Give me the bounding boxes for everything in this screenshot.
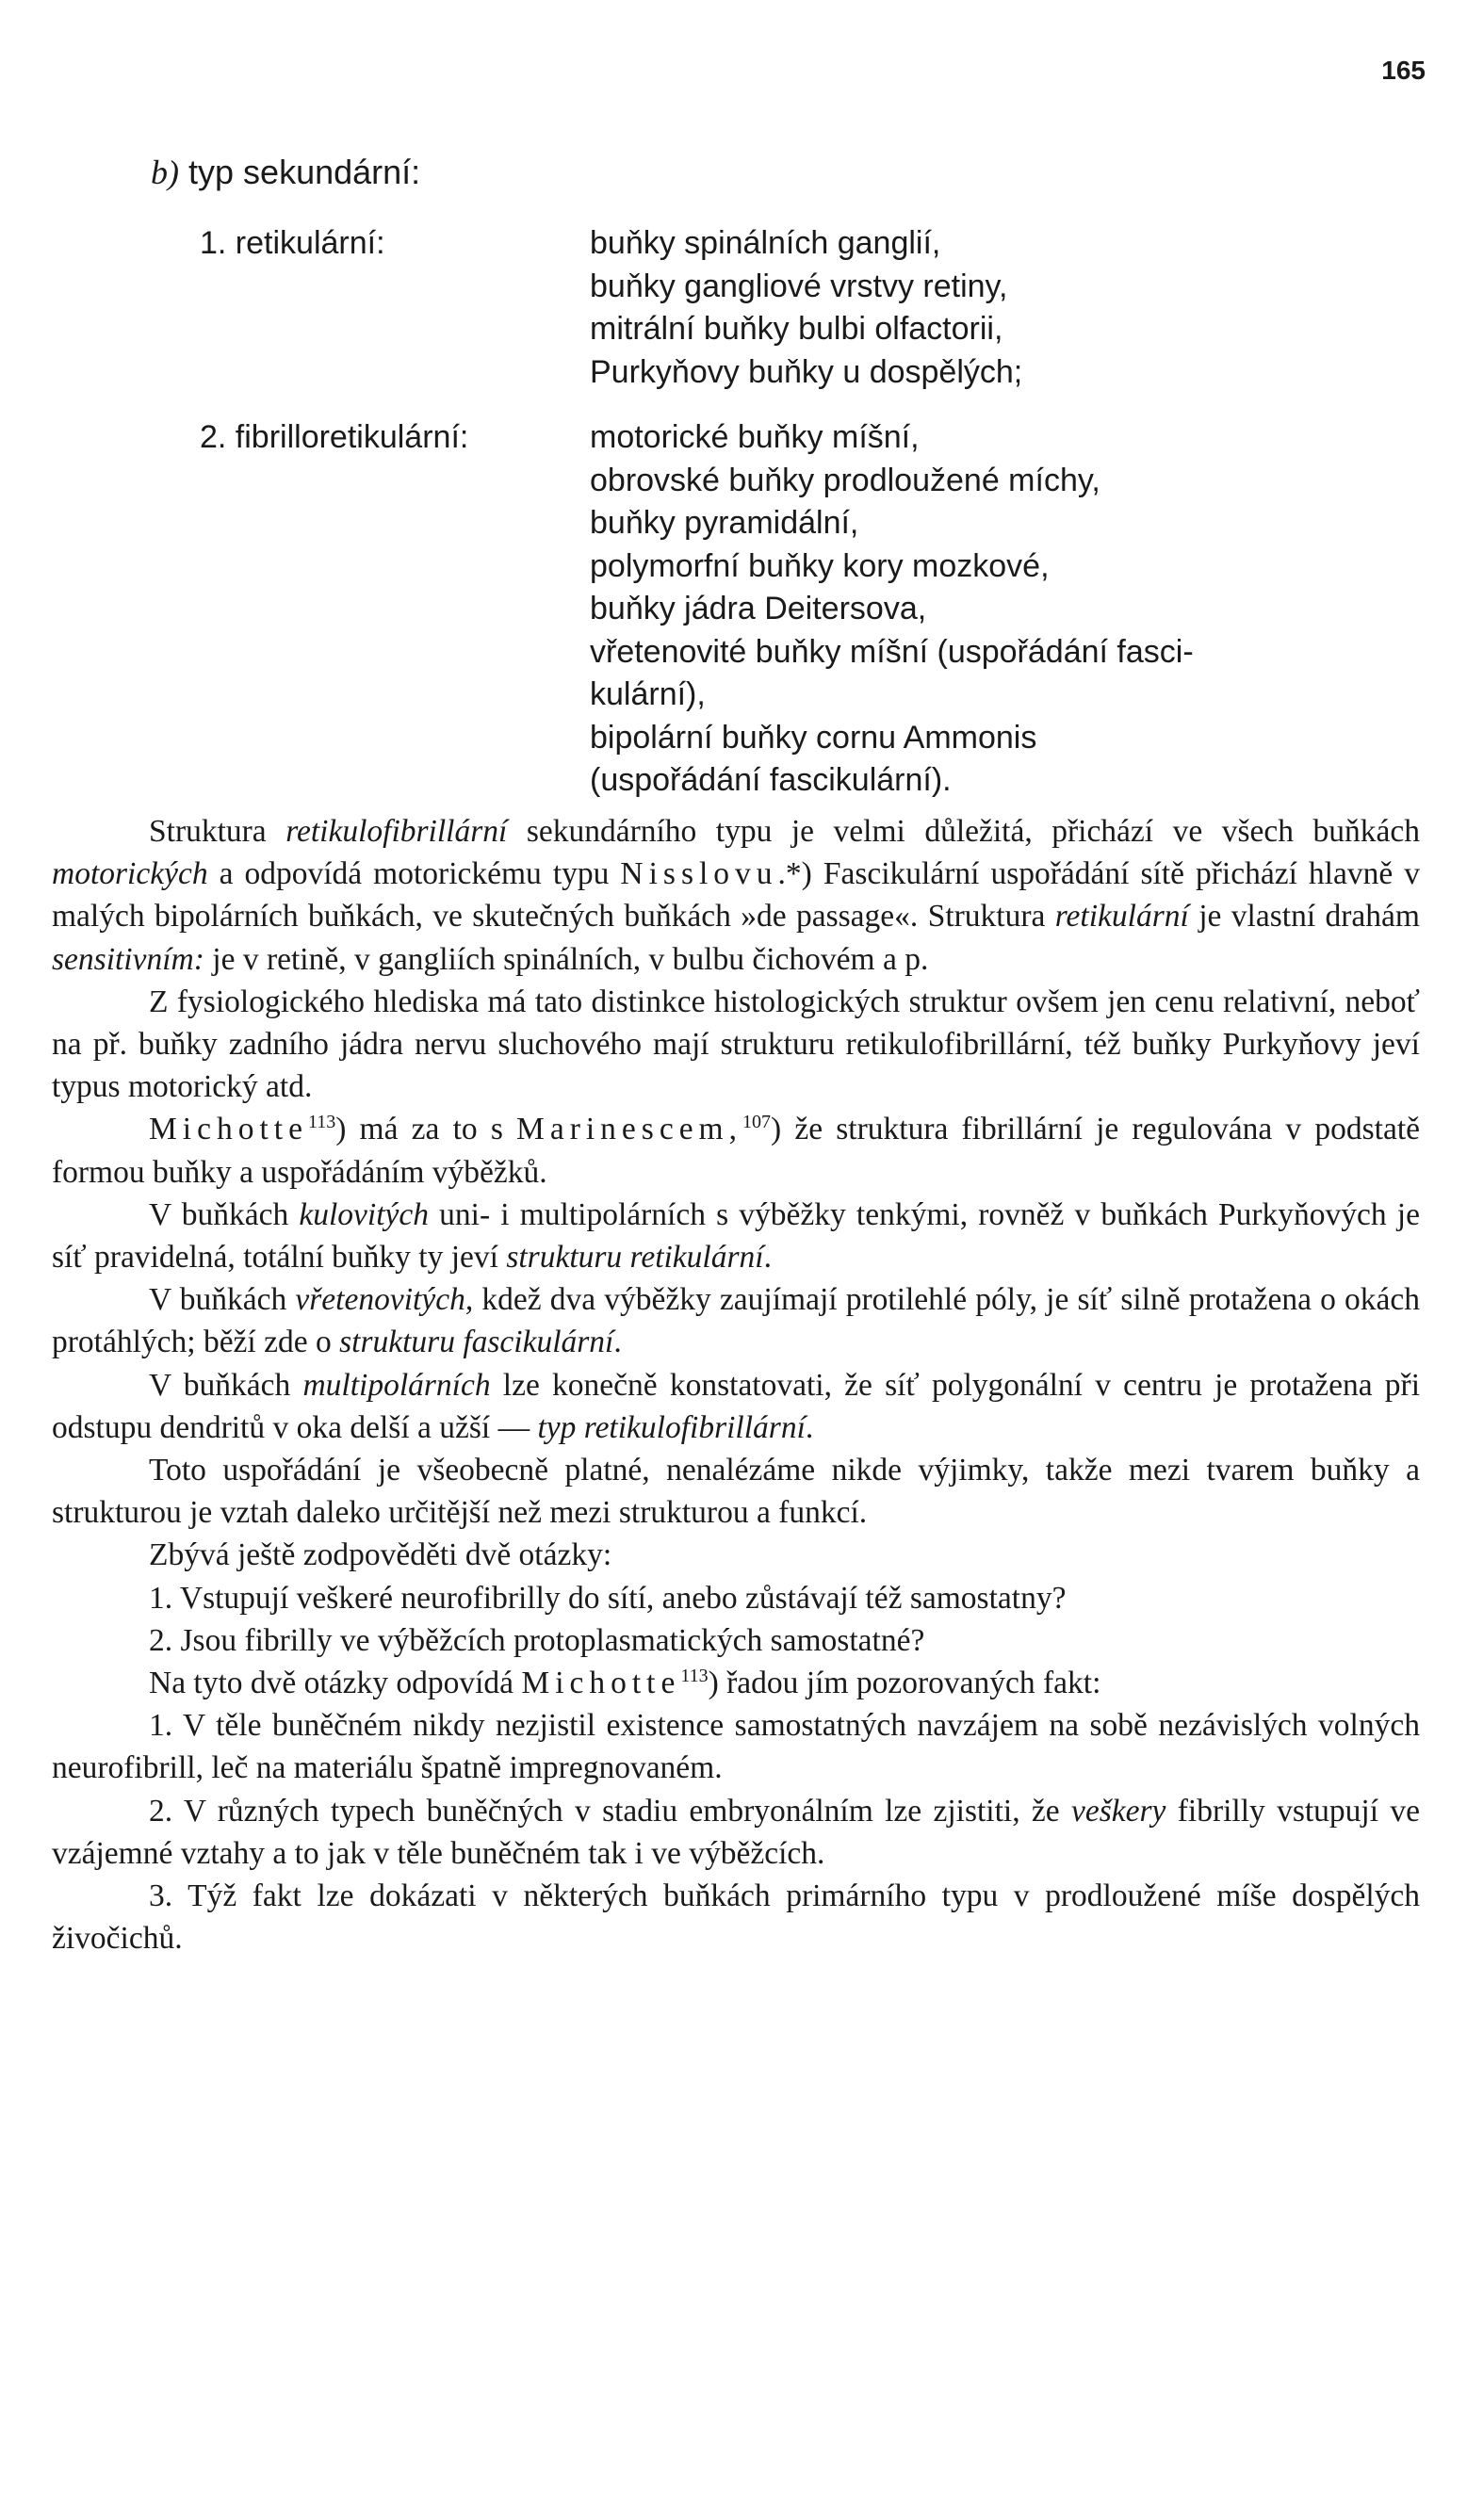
cell-item: motorické buňky míšní,: [590, 419, 920, 455]
paragraph: Na tyto dvě otázky odpovídá Michotte$^{113}$) řadou jím pozorovaných fakt:: [149, 1665, 1101, 1701]
cell-list-1: [590, 222, 1400, 394]
cell-item: buňky spinálních ganglií,: [590, 225, 941, 261]
class-label-2: 2. fibrilloretikulární:: [200, 419, 469, 455]
paragraph: 1. Vstupují veškeré neurofibrilly do sítí, anebo zůstávají též samostatny?: [149, 1580, 1067, 1616]
body-text: [52, 810, 1420, 1959]
paragraph: Michotte$^{113}$) má za to s Marinescem,$^{107}$) že struktura fibrillární je regulována v podstatě formou buňky a uspořádáním výběžků.: [52, 1112, 1421, 1190]
section-heading: [151, 151, 420, 195]
paragraph: 3. Týž fakt lze dokázati v některých buňkách primárního typu v prodloužené míše dospělých živočichů.: [52, 1878, 1420, 1957]
paragraph: Z fysiologického hlediska má tato distinkce histologických struktur ovšem jen cenu relativní, neboť na př. buňky zadního jádra nervu sluchového mají strukturu retikulofibrillární, též buňky Purkyňovy jeví typus motorický atd.: [52, 984, 1420, 1105]
paragraph: 2. V různých typech buněčných v stadiu embryonálním lze zjistiti, že veškery fibrilly vstupují ve vzájemné vztahy a to jak v těle buněčném tak i ve výběžcích.: [52, 1793, 1420, 1871]
paragraph: 2. Jsou fibrilly ve výběžcích protoplasmatických samostatné?: [149, 1622, 925, 1658]
cell-item: buňky pyramidální,: [590, 505, 859, 541]
paragraph: V buňkách kulovitých uni- i multipolárních s výběžky tenkými, rovněž v buňkách Purkyňových je síť pravidelná, totální buňky ty jeví strukturu retikulární.: [52, 1196, 1420, 1276]
cell-item: mitrální buňky bulbi olfactorii,: [590, 311, 1003, 347]
paragraph: 1. V těle buněčném nikdy nezjistil existence samostatných navzájem na sobě nezávislých volných neurofibrill, leč na materiálu špatně impregnovaném.: [52, 1708, 1420, 1786]
heading-text: typ sekundární:: [188, 153, 421, 191]
cell-item: (uspořádání fascikulární).: [590, 762, 952, 798]
cell-item: kulární),: [590, 676, 706, 712]
heading-marker: b): [151, 154, 179, 191]
cell-item: polymorfní buňky kory mozkové,: [590, 547, 1050, 584]
paragraph: V buňkách multipolárních lze konečně konstatovati, že síť polygonální v centru je protažena při odstupu dendritů v oka delší a užší — typ retikulofibrillární.: [52, 1367, 1420, 1445]
page-number: 165: [1381, 56, 1426, 85]
class-label-1: 1. retikulární:: [200, 225, 385, 261]
paragraph: Toto uspořádání je všeobecně platné, nenalézáme nikde výjimky, takže mezi tvarem buňky a strukturou je vztah daleko určitější než mezi strukturou a funkcí.: [52, 1453, 1420, 1531]
cell-item: buňky gangliové vrstvy retiny,: [590, 268, 1008, 304]
paragraph: V buňkách vřetenovitých, kdež dva výběžky zaujímají protilehlé póly, je síť silně protažena o okách protáhlých; běží zde o strukturu fascikulární.: [52, 1282, 1420, 1360]
cell-list-2: [590, 416, 1400, 803]
cell-item: Purkyňovy buňky u dospělých;: [590, 353, 1023, 390]
cell-item: buňky jádra Deitersova,: [590, 591, 927, 626]
cell-item: obrovské buňky prodloužené míchy,: [590, 462, 1100, 498]
cell-item: bipolární buňky cornu Ammonis: [590, 719, 1037, 756]
paragraph: Struktura retikulofibrillární sekundárního typu je velmi důležitá, přichází ve všech buňkách motorických a odpovídá motorickému typu Nisslovu.*) Fascikulární uspořádání sítě přichází hlavně v malých bipolárních buňkách, ve skutečných buňkách »de passage«. Struktura retikulární je vlastní drahám sensitivním: je v retině, v gangliích spinálních, v bulbu čichovém a p.: [52, 814, 1420, 977]
paragraph: Zbývá ještě zodpověděti dvě otázky:: [149, 1537, 612, 1573]
cell-item: vřetenovité buňky míšní (uspořádání fasci-: [590, 633, 1194, 670]
